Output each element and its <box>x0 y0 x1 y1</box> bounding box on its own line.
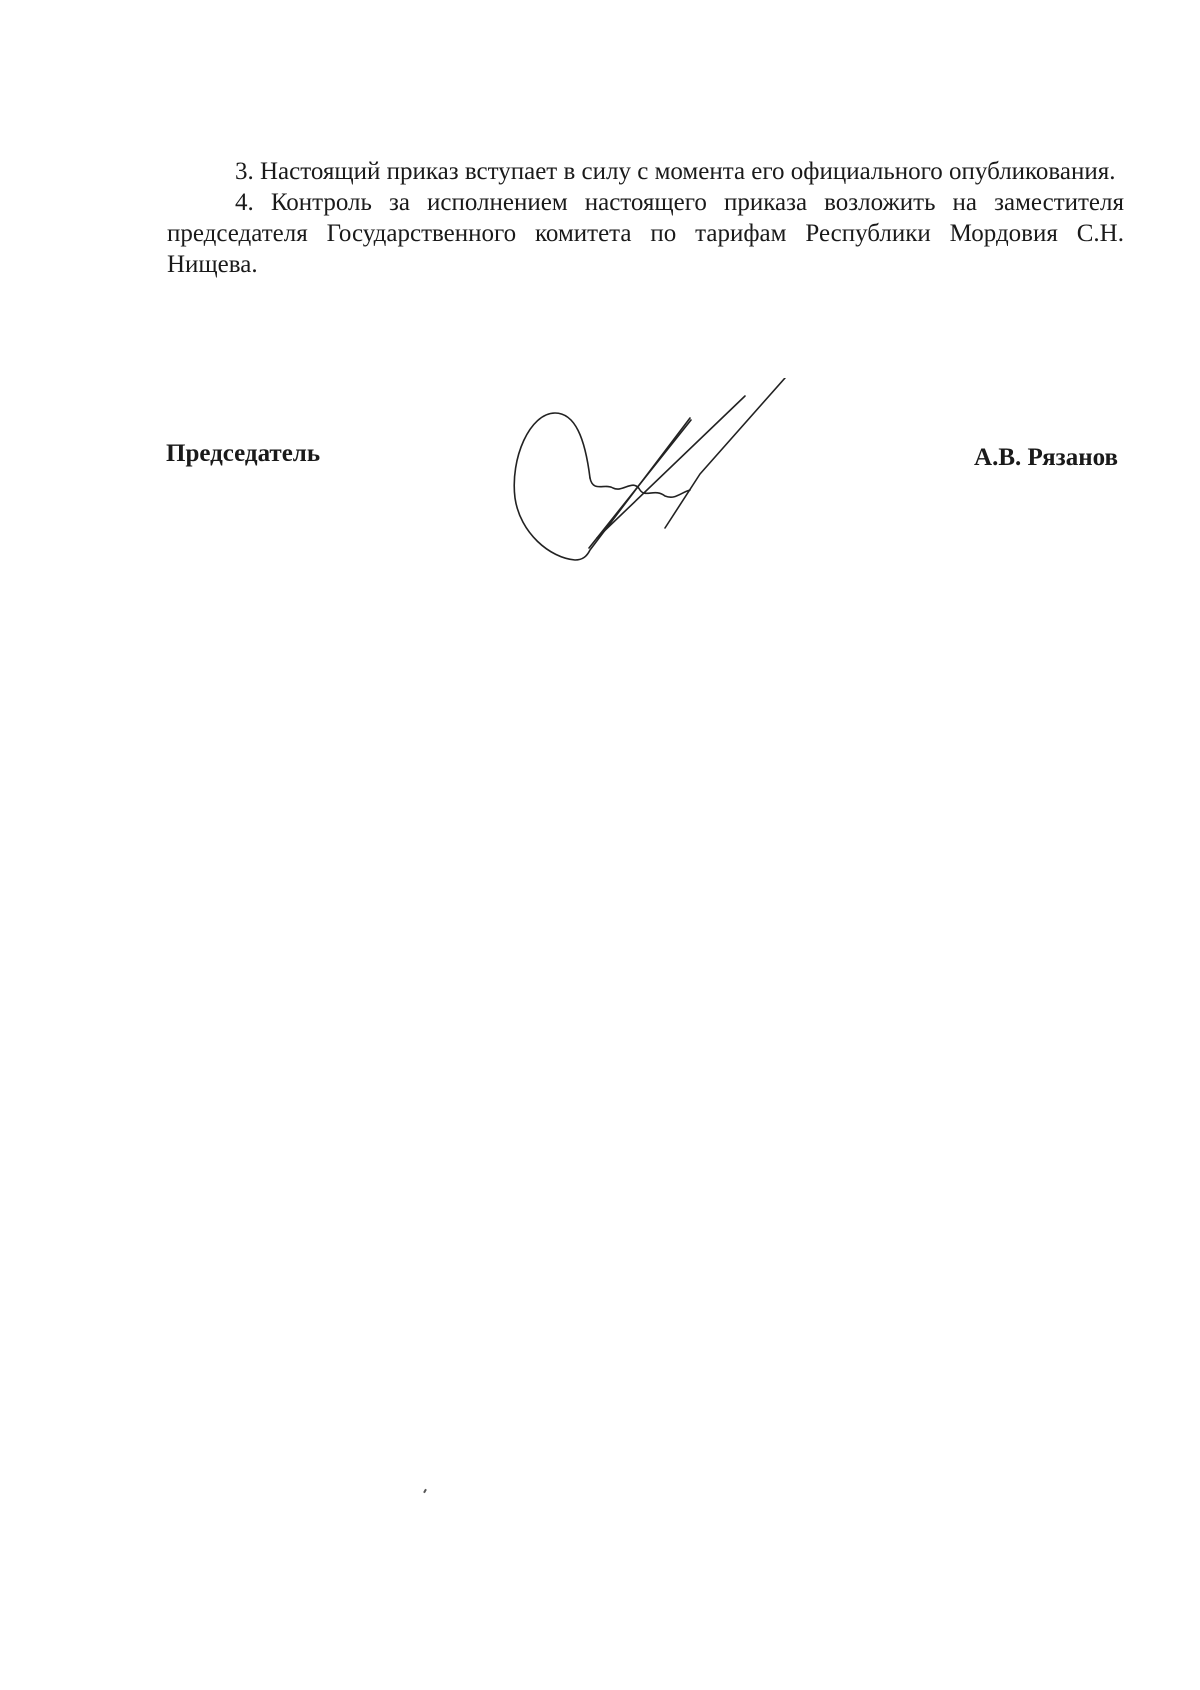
paragraph-3 <box>167 156 1124 187</box>
paragraph-text: Контроль за исполнением настоящего приказа возложить на заместителя председателя Государственного комитета по тарифам Республики Мордовия С.Н. Нищева. <box>167 189 1124 278</box>
scan-speck <box>423 1489 427 1493</box>
handwritten-signature <box>505 378 815 578</box>
paragraph-text: Настоящий приказ вступает в силу с момента его официального опубликования. <box>260 158 1116 185</box>
paragraph-4 <box>167 187 1124 280</box>
signatory-position: Председатель <box>166 440 321 467</box>
paragraph-number: 3. <box>235 158 254 185</box>
document-body <box>167 156 1124 280</box>
signatory-name: А.В. Рязанов <box>974 444 1118 471</box>
paragraph-number: 4. <box>235 189 254 216</box>
